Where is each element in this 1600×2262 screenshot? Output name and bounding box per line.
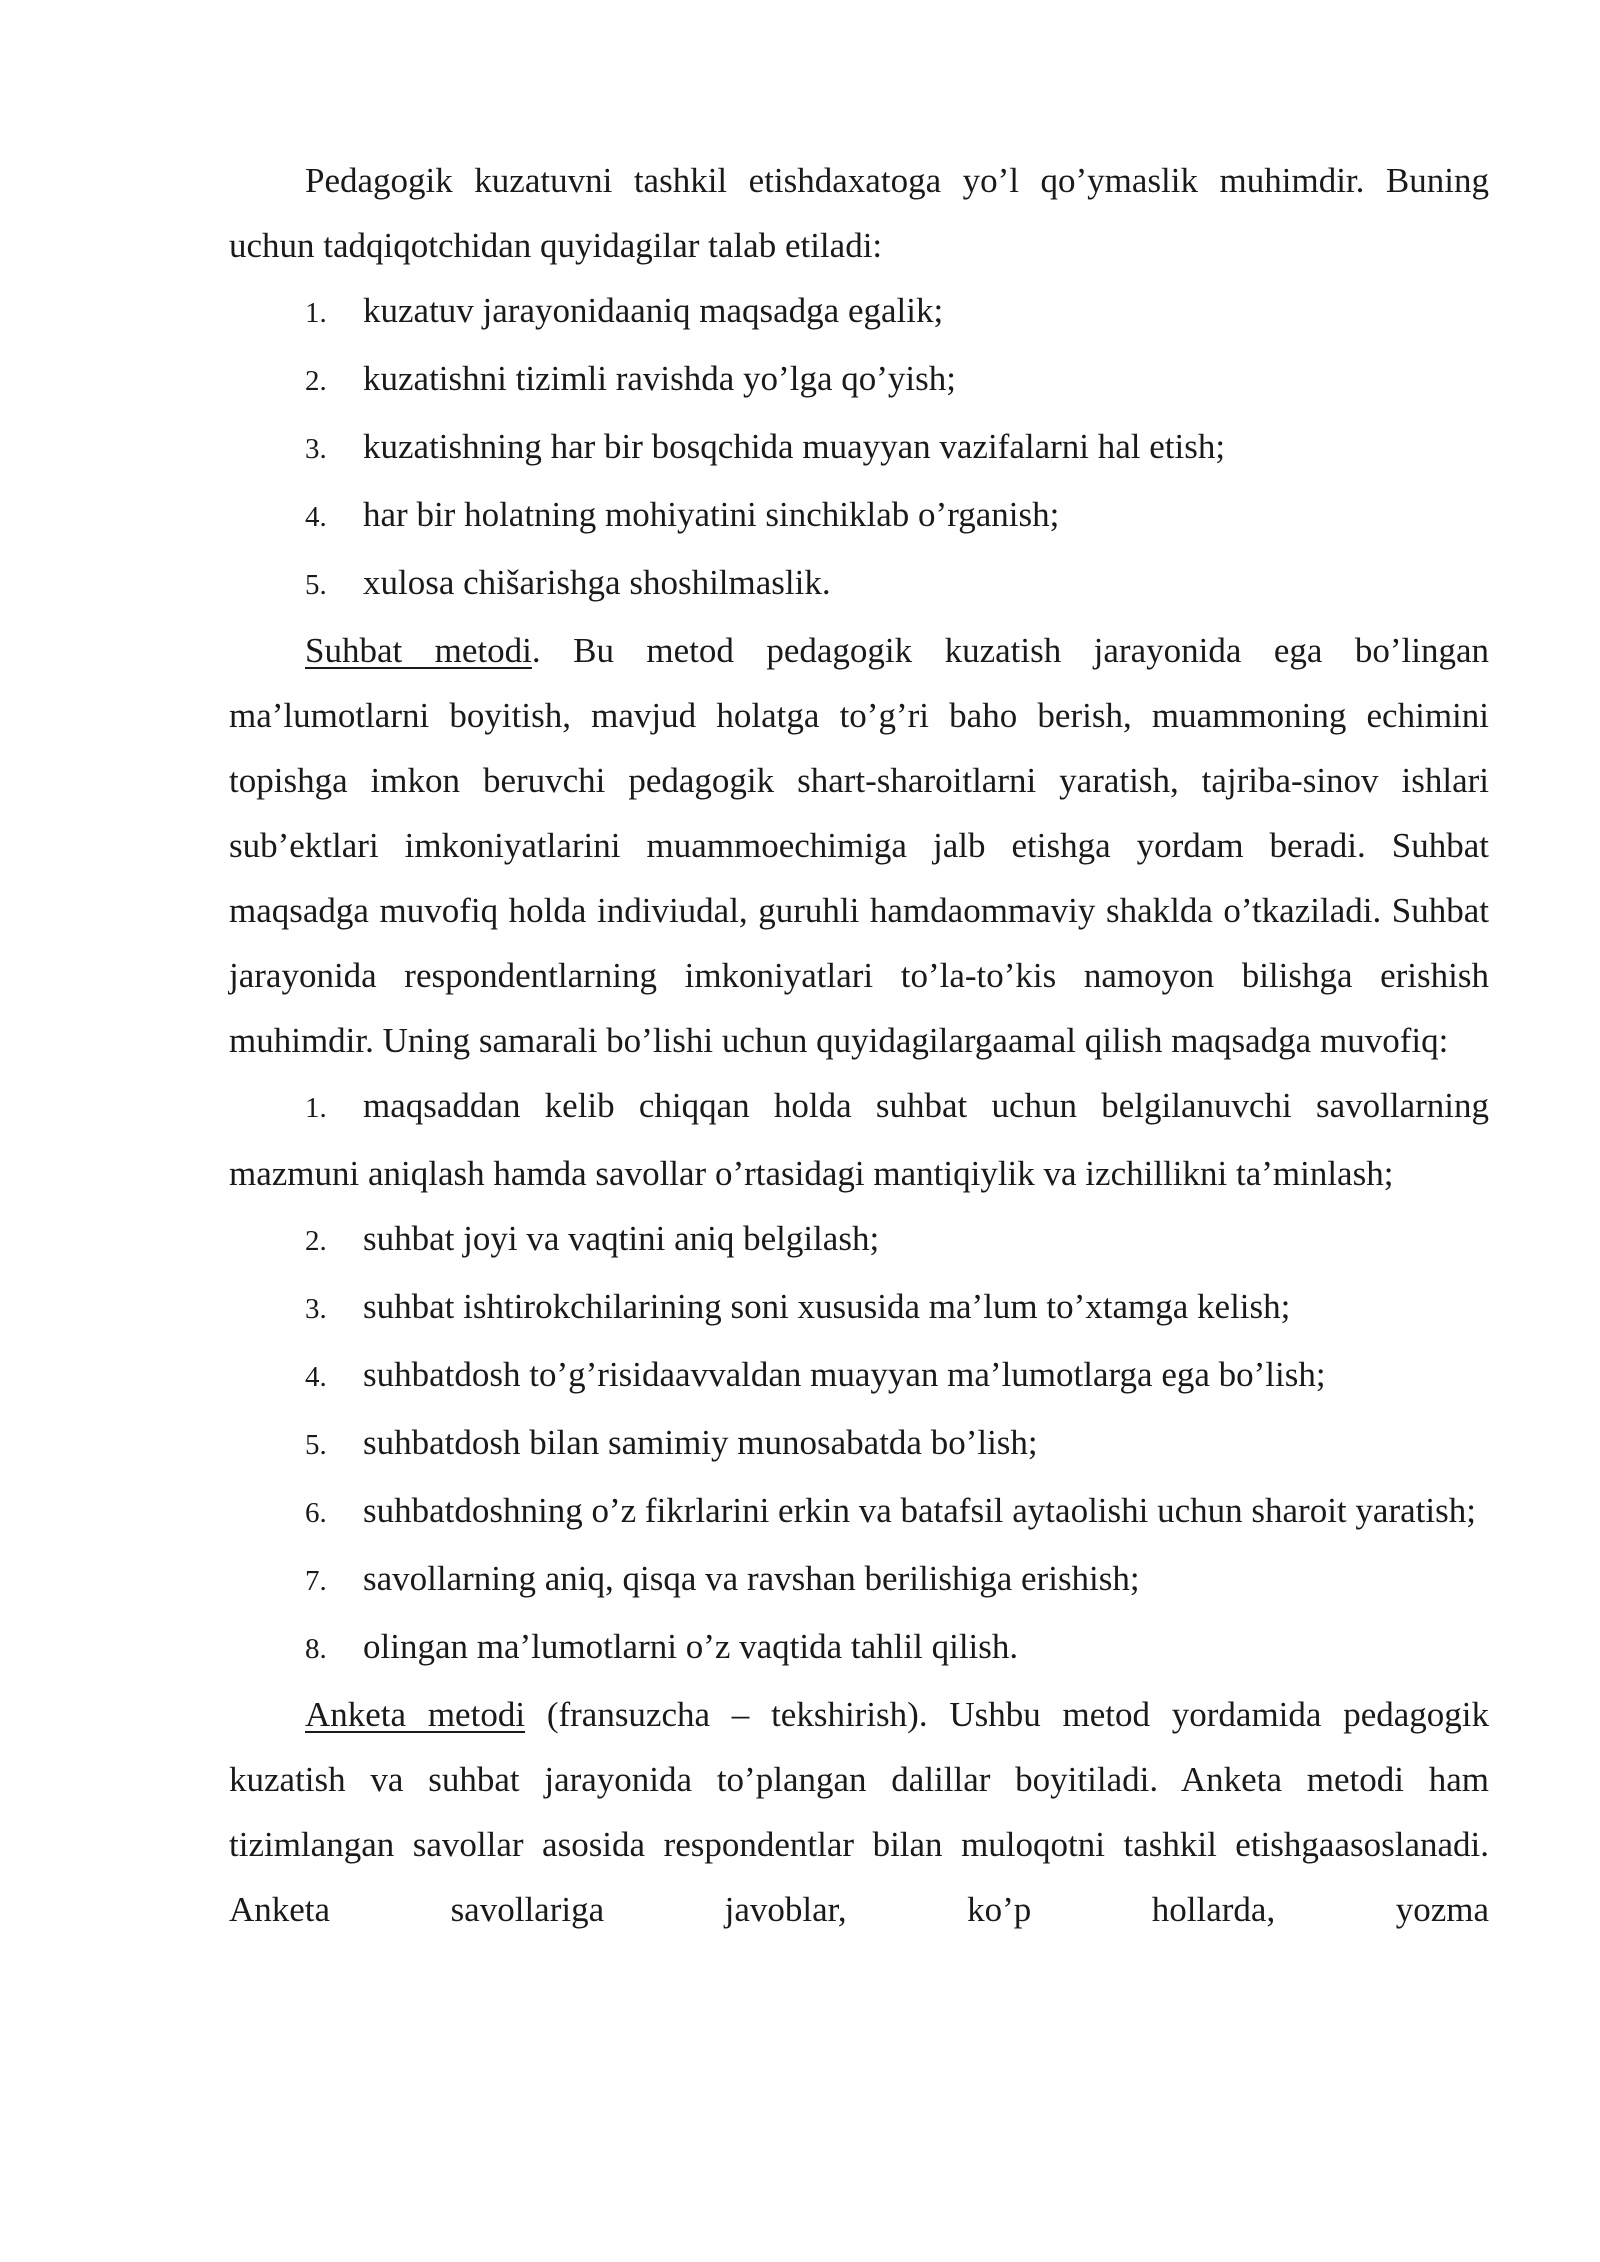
list-item	[229, 1073, 1489, 1206]
list-item	[229, 1274, 1489, 1342]
suhbat-conditions-list	[229, 1073, 1489, 1682]
list-item-number: 8.	[305, 1633, 327, 1665]
list-item-number: 3.	[305, 1293, 327, 1325]
list-item-text: savollarning aniq, qisqa va ravshan berilishiga erishish;	[363, 1559, 1140, 1598]
list-item-number: 5.	[305, 569, 327, 601]
list-item	[229, 550, 1489, 618]
list-item	[229, 278, 1489, 346]
list-item-text: kuzatishning har bir bosqchida muayyan vazifalarni hal etish;	[363, 427, 1226, 466]
list-item-text: maqsaddan kelib chiqqan holda suhbat uchun belgilanuvchi savollarning mazmuni aniqlash hamda savollar o’rtasidagi mantiqiylik va izchillikni ta’minlash;	[229, 1086, 1489, 1193]
list-item-text: har bir holatning mohiyatini sinchiklab o’rganish;	[363, 495, 1060, 534]
list-item	[229, 346, 1489, 414]
list-item-number: 7.	[305, 1565, 327, 1597]
list-item-number: 1.	[305, 1092, 327, 1124]
list-item	[229, 1206, 1489, 1274]
list-item-text: xulosa chišarishga shoshilmaslik.	[363, 563, 831, 602]
list-item-text: suhbatdosh bilan samimiy munosabatda bo’lish;	[363, 1423, 1038, 1462]
intro-paragraph: Pedagogik kuzatuvni tashkil etishdaxatoga yo’l qo’ymaslik muhimdir. Buning uchun tadqiqotchidan quyidagilar talab etiladi:	[229, 161, 1489, 265]
list-item-number: 1.	[305, 297, 327, 329]
list-item-text: kuzatuv jarayonidaaniq maqsadga egalik;	[363, 291, 944, 330]
anketa-paragraph	[229, 1682, 1489, 1942]
list-item	[229, 1546, 1489, 1614]
list-item-text: suhbatdoshning o’z fikrlarini erkin va batafsil aytaolishi uchun sharoit yaratish;	[363, 1491, 1476, 1530]
list-item-text: suhbat ishtirokchilarining soni xususida ma’lum to’xtamga kelish;	[363, 1287, 1291, 1326]
list-item-number: 2.	[305, 365, 327, 397]
list-item	[229, 1614, 1489, 1682]
list-item-number: 5.	[305, 1429, 327, 1461]
anketa-text: (fransuzcha – tekshirish). Ushbu metod yordamida pedagogik kuzatish va suhbat jarayonida to’plangan dalillar boyitiladi. Anketa metodi ham tizimlangan savollar asosida respondentlar bilan muloqotni tashkil etishgaasoslanadi. Anketa savollariga javoblar, ko’p hollarda, yozma	[229, 1695, 1489, 1929]
document-page	[229, 148, 1489, 1942]
list-item	[229, 1342, 1489, 1410]
anketa-term: Anketa metodi	[305, 1695, 526, 1734]
suhbat-text: . Bu metod pedagogik kuzatish jarayonida ega bo’lingan ma’lumotlarni boyitish, mavjud holatga to’g’ri baho berish, muammoning echimini topishga imkon beruvchi pedagogik shart-sharoitlarni yaratish, tajriba-sinov ishlari sub’ektlari imkoniyatlarini muammoechimiga jalb etishga yordam beradi. Suhbat maqsadga muvofiq holda indiviudal, guruhli hamdaommaviy shaklda o’tkaziladi. Suhbat jarayonida respondentlarning imkoniyatlari to’la-to’kis namoyon bilishga erishish muhimdir. Uning samarali bo’lishi uchun quyidagilargaamal qilish maqsadga muvofiq:	[229, 631, 1489, 1060]
list-item-number: 2.	[305, 1225, 327, 1257]
kuzatuv-requirements-list	[229, 278, 1489, 618]
list-item-number: 4.	[305, 501, 327, 533]
list-item-text: suhbat joyi va vaqtini aniq belgilash;	[363, 1219, 880, 1258]
list-item	[229, 1410, 1489, 1478]
list-item-text: kuzatishni tizimli ravishda yo’lga qo’yish;	[363, 359, 956, 398]
list-item	[229, 414, 1489, 482]
list-item	[229, 1478, 1489, 1546]
list-item-text: olingan ma’lumotlarni o’z vaqtida tahlil qilish.	[363, 1627, 1019, 1666]
suhbat-term: Suhbat metodi	[305, 631, 532, 670]
list-item-number: 3.	[305, 433, 327, 465]
suhbat-paragraph	[229, 618, 1489, 1073]
list-item-number: 4.	[305, 1361, 327, 1393]
list-item-text: suhbatdosh to’g’risidaavvaldan muayyan ma’lumotlarga ega bo’lish;	[363, 1355, 1326, 1394]
list-item	[229, 482, 1489, 550]
list-item-number: 6.	[305, 1497, 327, 1529]
